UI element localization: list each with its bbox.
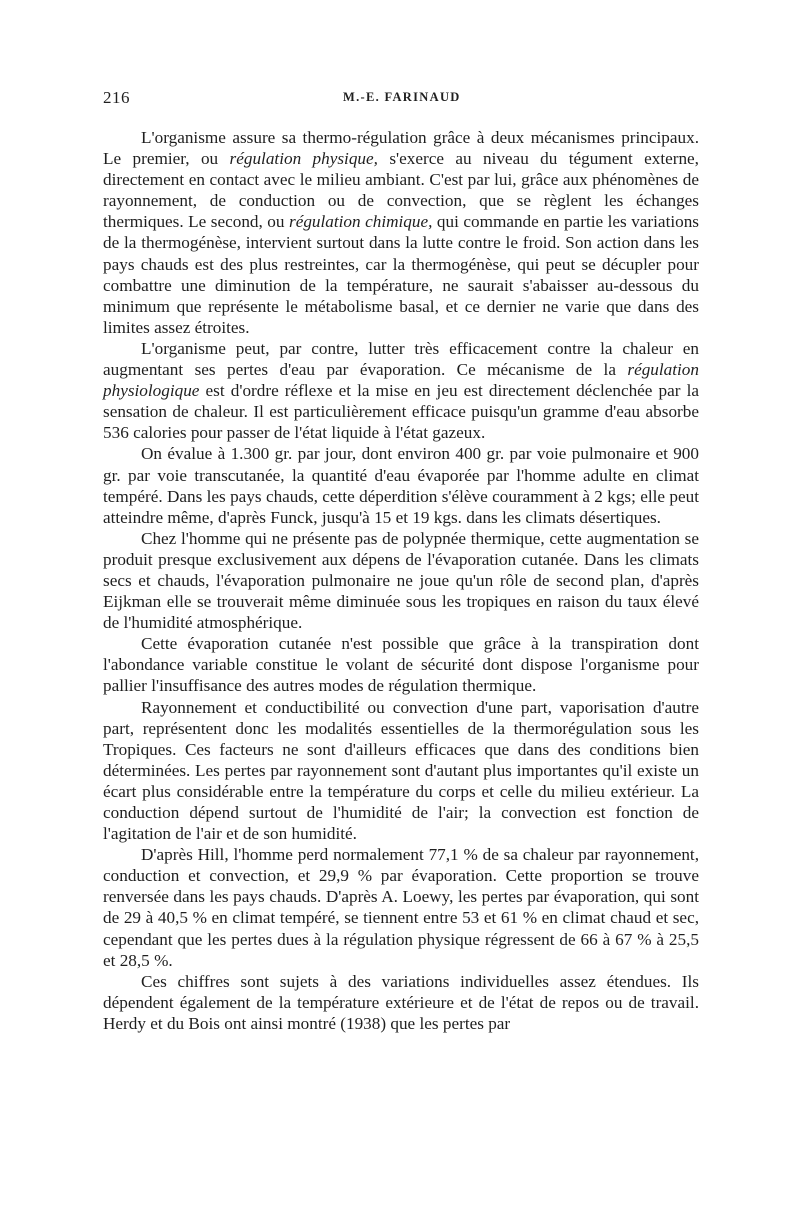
paragraph-4: Chez l'homme qui ne présente pas de polypnée thermique, cette augmentation se produit presque exclusivement aux dépens de l'évaporation cutanée. Dans les climats secs et chauds, l'évaporation pulmonaire ne joue qu'un rôle de second plan, d'après Eijkman elle se trouverait même diminuée sous les tropiques en raison du taux élevé de l'humidité atmosphérique. xyxy=(103,528,699,633)
paragraph-8: Ces chiffres sont sujets à des variations individuelles assez étendues. Ils dépendent également de la température extérieure et de l'état de repos ou de travail. Herdy et du Bois ont ainsi montré (1938) que les pertes par xyxy=(103,971,699,1033)
paragraph-2: L'organisme peut, par contre, lutter très efficacement contre la chaleur en augmentant ses pertes d'eau par évaporation. Ce mécanisme de la régulation physiologique est d'ordre réflexe et la mise en jeu est directement déclenchée par la sensation de chaleur. Il est particulièrement efficace puisqu'un gramme d'eau absorbe 536 calories pour passer de l'état liquide à l'état gazeux. xyxy=(103,338,699,443)
paragraph-1: L'organisme assure sa thermo-régulation grâce à deux mécanismes principaux. Le premier, ou régulation physique, s'exerce au niveau du tégument externe, directement en contact avec le milieu ambiant. C'est par lui, grâce aux phénomènes de rayonnement, de conduction ou de convection, que se règlent les échanges thermiques. Le second, ou régulation chimique, qui commande en partie les variations de la thermogénèse, intervient surtout dans la lutte contre le froid. Son action dans les pays chauds est des plus restreintes, car la thermogénèse, qui peut se décupler pour combattre une diminution de la température, ne saurait s'abaisser au-dessous du minimum que représente le métabolisme basal, et ce dernier ne varie que dans des limites assez étroites. xyxy=(103,128,699,337)
paragraph-6: Rayonnement et conductibilité ou convection d'une part, vaporisation d'autre part, représentent donc les modalités essentielles de la thermorégulation sous les Tropiques. Ces facteurs ne sont d'ailleurs efficaces que dans des conditions bien déterminées. Les pertes par rayonnement sont d'autant plus importantes qu'il existe un écart plus considérable entre la température du corps et celle du milieu extérieur. La conduction dépend surtout de l'humidité de l'air; la convection est fonction de l'agitation de l'air et de son humidité. xyxy=(103,697,699,844)
page-number: 216 xyxy=(103,88,130,107)
running-head: M.-E. FARINAUD xyxy=(343,90,461,104)
paragraph-3: On évalue à 1.300 gr. par jour, dont environ 400 gr. par voie pulmonaire et 900 gr. par voie transcutanée, la quantité d'eau évaporée par l'homme adulte en climat tempéré. Dans les pays chauds, cette déperdition s'élève couramment à 2 kgs; elle peut atteindre même, d'après Funck, jusqu'à 15 et 19 kgs. dans les climats désertiques. xyxy=(103,444,699,527)
body-text xyxy=(103,127,699,1034)
paragraph-7: D'après Hill, l'homme perd normalement 77,1 % de sa chaleur par rayonnement, conduction et convection, et 29,9 % par évaporation. Cette proportion se trouve renversée dans les pays chauds. D'après A. Loewy, les pertes par évaporation, qui sont de 29 à 40,5 % en climat tempéré, se tiennent entre 53 et 61 % en climat chaud et sec, cependant que les pertes dues à la régulation physique régressent de 66 à 67 % à 25,5 et 28,5 %. xyxy=(103,845,699,970)
page-header xyxy=(103,88,696,112)
paragraph-5: Cette évaporation cutanée n'est possible que grâce à la transpiration dont l'abondance variable constitue le volant de sécurité dont dispose l'organisme pour pallier l'insuffisance des autres modes de régulation thermique. xyxy=(103,634,699,696)
